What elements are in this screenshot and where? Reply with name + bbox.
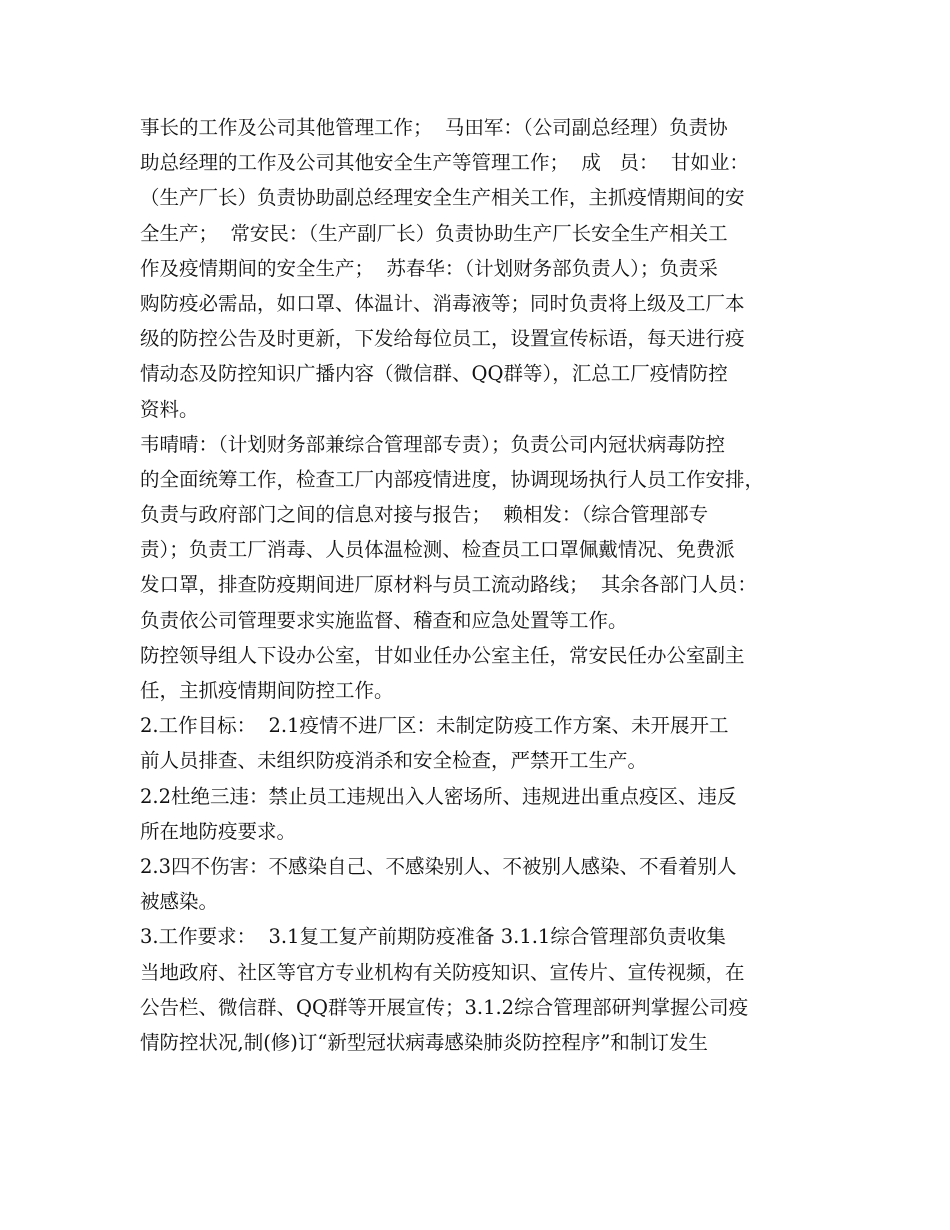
text-line: 任，主抓疫情期间防控工作。 — [140, 679, 394, 702]
text-line: 资料。 — [140, 397, 199, 421]
text-line: 购防疫必需品，如口罩、体温计、消毒液等；同时负责将上级及工厂本 — [140, 291, 745, 315]
text-line: 3.工作要求： 3.1复工复产前期防疫准备 3.1.1综合管理部负责收集 — [140, 925, 726, 949]
text-line: 事长的工作及公司其他管理工作； 马田军：（公司副总经理）负责协 — [140, 116, 728, 139]
text-line: 2.工作目标： 2.1疫情不进厂区：未制定防疫工作方案、未开展开工 — [140, 714, 729, 738]
text-line: （生产厂长）负责协助副总经理安全生产相关工作，主抓疫情期间的安 — [140, 186, 745, 210]
text-line: 当地政府、社区等官方专业机构有关防疫知识、宣传片、宣传视频，在 — [140, 960, 745, 984]
text-line: 所在地防疫要求。 — [140, 819, 297, 843]
text-line: 2.2杜绝三违：禁止员工违规出入人密场所、违规进出重点疫区、违反 — [140, 784, 737, 808]
text-line: 韦晴晴：（计划财务部兼综合管理部专责）；负责公司内冠状病毒防控 — [140, 432, 726, 456]
text-line: 作及疫情期间的安全生产； 苏春华：（计划财务部负责人）；负责采 — [140, 256, 718, 280]
text-line: 情防控状况,制(修)订“新型冠状病毒感染肺炎防控程序”和制订发生 — [140, 1030, 708, 1054]
text-line: 的全面统筹工作，检查工厂内部疫情进度，协调现场执行人员工作安排， — [140, 467, 765, 491]
text-line: 发口罩，排查防疫期间进厂原材料与员工流动路线； 其余各部门人员： — [140, 573, 757, 597]
text-line: 责）；负责工厂消毒、人员体温检测、检查员工口罩佩戴情况、免费派 — [140, 538, 735, 562]
text-line: 负责依公司管理要求实施监督、稽查和应急处置等工作。 — [140, 608, 628, 632]
text-line: 助总经理的工作及公司其他安全生产等管理工作； 成 员： 甘如业： — [140, 151, 749, 175]
document-body — [140, 110, 830, 1060]
text-line: 全生产； 常安民：（生产副厂长）负责协助生产厂长安全生产相关工 — [140, 221, 728, 245]
text-line: 2.3四不伤害：不感染自己、不感染别人、不被别人感染、不看着别人 — [140, 854, 737, 878]
text-line: 情动态及防控知识广播内容（微信群、QQ群等），汇总工厂疫情防控 — [140, 362, 728, 386]
text-line: 前人员排查、未组织防疫消杀和安全检查，严禁开工生产。 — [140, 749, 648, 773]
text-line: 公告栏、微信群、QQ群等开展宣传；3.1.2综合管理部研判掌握公司疫 — [140, 995, 749, 1019]
text-line: 负责与政府部门之间的信息对接与报告； 赖相发：（综合管理部专 — [140, 503, 709, 527]
text-line: 被感染。 — [140, 890, 219, 914]
text-line: 级的防控公告及时更新，下发给每位员工，设置宣传标语，每天进行疫 — [140, 327, 745, 351]
text-line: 防控领导组人下设办公室，甘如业任办公室主任，常安民任办公室副主 — [140, 643, 745, 667]
